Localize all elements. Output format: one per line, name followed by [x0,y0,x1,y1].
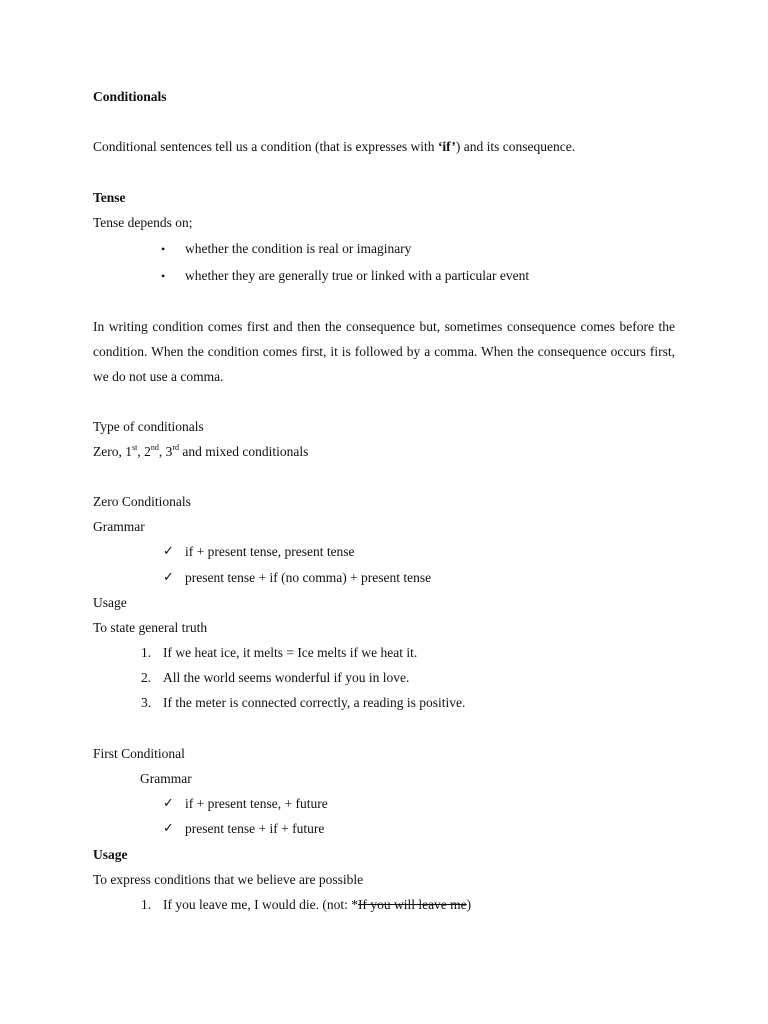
tense-lead: Tense depends on; [93,215,193,230]
grammar-rule: present tense + if (no comma) + present tense [185,570,432,585]
checkmark-icon: ✓ [163,796,174,811]
example-text: If the meter is connected correctly, a reading is positive. [163,695,466,710]
types-list [93,443,308,461]
intro-sentence [93,138,575,156]
types-third: , 3 [158,444,173,459]
ordinal-suffix: nd [150,443,159,452]
bullet-text: whether they are generally true or linked with a particular event [185,268,530,283]
bullet-icon: • [161,242,166,256]
list-number: 3. [141,695,152,710]
checkmark-icon: ✓ [163,570,174,585]
zero-usage-text: To state general truth [93,620,208,635]
types-second: , 2 [137,444,151,459]
example-text: If we heat ice, it melts = Ice melts if we heat it. [163,645,418,660]
grammar-rule: present tense + if + future [185,821,325,836]
ordinal-suffix: st [131,443,138,452]
list-number: 1. [141,897,152,912]
example-after: ) [466,897,472,912]
example-before: If you leave me, I would die. (not: * [163,897,358,912]
intro-text-before: Conditional sentences tell us a condition (that is expresses with [93,139,438,154]
grammar-rule: if + present tense, present tense [185,544,355,559]
types-heading: Type of conditionals [93,419,204,434]
intro-text-after: ) and its consequence. [455,139,576,154]
zero-grammar-label: Grammar [93,519,145,534]
types-tail: and mixed conditionals [179,444,309,459]
bullet-icon: • [161,269,166,283]
grammar-rule: if + present tense, + future [185,796,328,811]
zero-usage-label: Usage [93,595,127,610]
first-usage-text: To express conditions that we believe are possible [93,872,364,887]
checkmark-icon: ✓ [163,544,174,559]
document-title: Conditionals [93,89,167,104]
ordinal-suffix: rd [172,443,179,452]
struck-example: If you will leave me [357,897,467,912]
types-zero: Zero, 1 [93,444,132,459]
example-text [163,896,471,914]
list-number: 2. [141,670,152,685]
first-grammar-label: Grammar [140,771,192,786]
bullet-text: whether the condition is real or imaginary [185,241,412,256]
checkmark-icon: ✓ [163,821,174,836]
first-usage-label: Usage [93,847,128,862]
tense-heading: Tense [93,190,126,205]
first-conditional-heading: First Conditional [93,746,185,761]
zero-conditionals-heading: Zero Conditionals [93,494,191,509]
example-text: All the world seems wonderful if you in love. [163,670,410,685]
writing-order-paragraph: In writing condition comes first and then the consequence but, sometimes consequence comes before the condition. When the condition comes first, it is followed by a comma. When the consequence occurs first, we do not use a comma. [93,319,675,384]
intro-keyword: ‘if’ [437,139,456,154]
list-number: 1. [141,645,152,660]
